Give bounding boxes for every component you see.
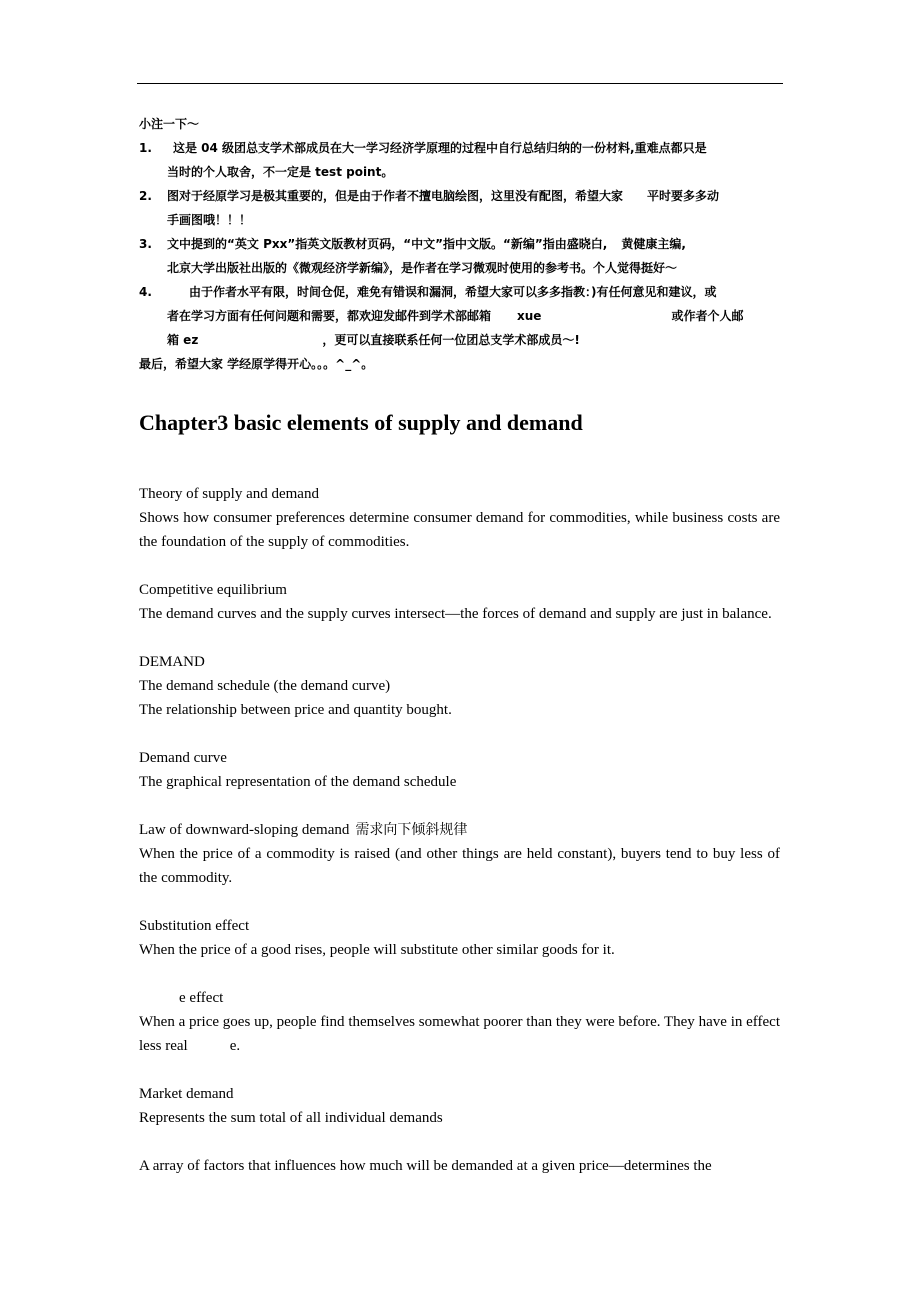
main-content [139, 408, 780, 1202]
email-fragment: 箱 ez [167, 333, 199, 347]
section-text: e. [229, 1038, 241, 1054]
note-line [167, 184, 783, 208]
note-number: 1. [139, 141, 152, 155]
section-text: The demand curves and the supply curves intersect—the forces of demand and supply are just in balance. [139, 606, 772, 622]
note-item-2 [139, 184, 783, 232]
notes-heading: 小注一下～ [139, 117, 200, 131]
note-item-4 [139, 280, 783, 352]
note-text: 或作者个人邮 [671, 309, 744, 323]
section-theory [139, 482, 780, 554]
note-line [167, 232, 783, 256]
section-text: Shows how consumer preferences determine consumer demand for commodities, while business costs are the foundation of the supply of commodities. [139, 510, 780, 550]
section-title-line [139, 986, 780, 1010]
note-item-3 [139, 232, 783, 280]
note-line: 当时的个人取舍，不一定是 test point。 [167, 165, 394, 179]
section-law-of-demand [139, 818, 780, 890]
section-title: Theory of supply and demand [139, 486, 319, 502]
section-text-line [139, 1010, 780, 1058]
section-title-cn: 需求向下倾斜规律 [355, 822, 468, 838]
note-line: 由于作者水平有限，时间仓促，难免有错误和漏洞，希望大家可以多多指教：)有任何意见和建议，或 [189, 285, 717, 299]
chapter-title: Chapter3 basic elements of supply and demand [139, 410, 583, 435]
section-title: DEMAND [139, 654, 205, 670]
section-factors [139, 1154, 780, 1178]
email-fragment: xue [517, 309, 542, 323]
section-title: Demand curve [139, 750, 227, 766]
note-number: 3. [139, 237, 152, 251]
section-market-demand [139, 1082, 780, 1130]
section-substitution [139, 914, 780, 962]
section-text: The graphical representation of the demand schedule [139, 774, 457, 790]
section-text: A array of factors that influences how much will be demanded at a given price—determines the [139, 1158, 712, 1174]
note-line [167, 328, 783, 352]
note-text: 者在学习方面有任何问题和需要，都欢迎发邮件到学术部邮箱 [167, 309, 492, 323]
note-text: 图对于经原学习是极其重要的，但是由于作者不擅电脑绘图，这里没有配图，希望大家 [167, 189, 624, 203]
note-text: 平时要多多动 [647, 189, 720, 203]
note-text: 黄健康主编, [621, 237, 686, 251]
notes-block [139, 112, 783, 376]
note-item-1 [139, 136, 783, 184]
closing-line: 最后，希望大家 学经原学得开心。。。^_^。 [139, 357, 374, 371]
section-text: When the price of a good rises, people will substitute other similar goods for it. [139, 942, 615, 958]
section-title: Competitive equilibrium [139, 582, 287, 598]
section-title: e effect [179, 990, 224, 1006]
note-number: 4. [139, 285, 152, 299]
section-demand [139, 650, 780, 722]
section-title: Substitution effect [139, 918, 250, 934]
section-text: The demand schedule (the demand curve) The relationship between price and quantity bought. [139, 678, 452, 718]
note-number: 2. [139, 189, 152, 203]
note-text: 文中提到的“英文 Pxx”指英文版教材页码，“中文”指中文版。“新编”指由盛晓白, [167, 237, 608, 251]
note-line: 手画图哦！！！ [167, 213, 252, 227]
note-line: 这是 04 级团总支学术部成员在大一学习经济学原理的过程中自行总结归纳的一份材料,重难点都只是 [173, 141, 707, 155]
note-line: 北京大学出版社出版的《微观经济学新编》，是作者在学习微观时使用的参考书。个人觉得挺好～ [167, 261, 678, 275]
section-text: When the price of a commodity is raised (and other things are held constant), buyers tend to buy less of the commodity. [139, 846, 780, 886]
note-text: ，更可以直接联系任何一位团总支学术部成员～! [322, 333, 580, 347]
section-title: Law of downward-sloping demand [139, 822, 350, 838]
section-income-effect [139, 986, 780, 1058]
section-text: When a price goes up, people find themselves somewhat poorer than they were before. They have in effect less real [139, 1014, 780, 1054]
section-demand-curve [139, 746, 780, 794]
section-title-line [139, 818, 780, 842]
section-text: Represents the sum total of all individual demands [139, 1110, 443, 1126]
header-rule [137, 83, 783, 84]
section-title: Market demand [139, 1086, 234, 1102]
note-line [167, 304, 783, 328]
section-equilibrium [139, 578, 780, 626]
